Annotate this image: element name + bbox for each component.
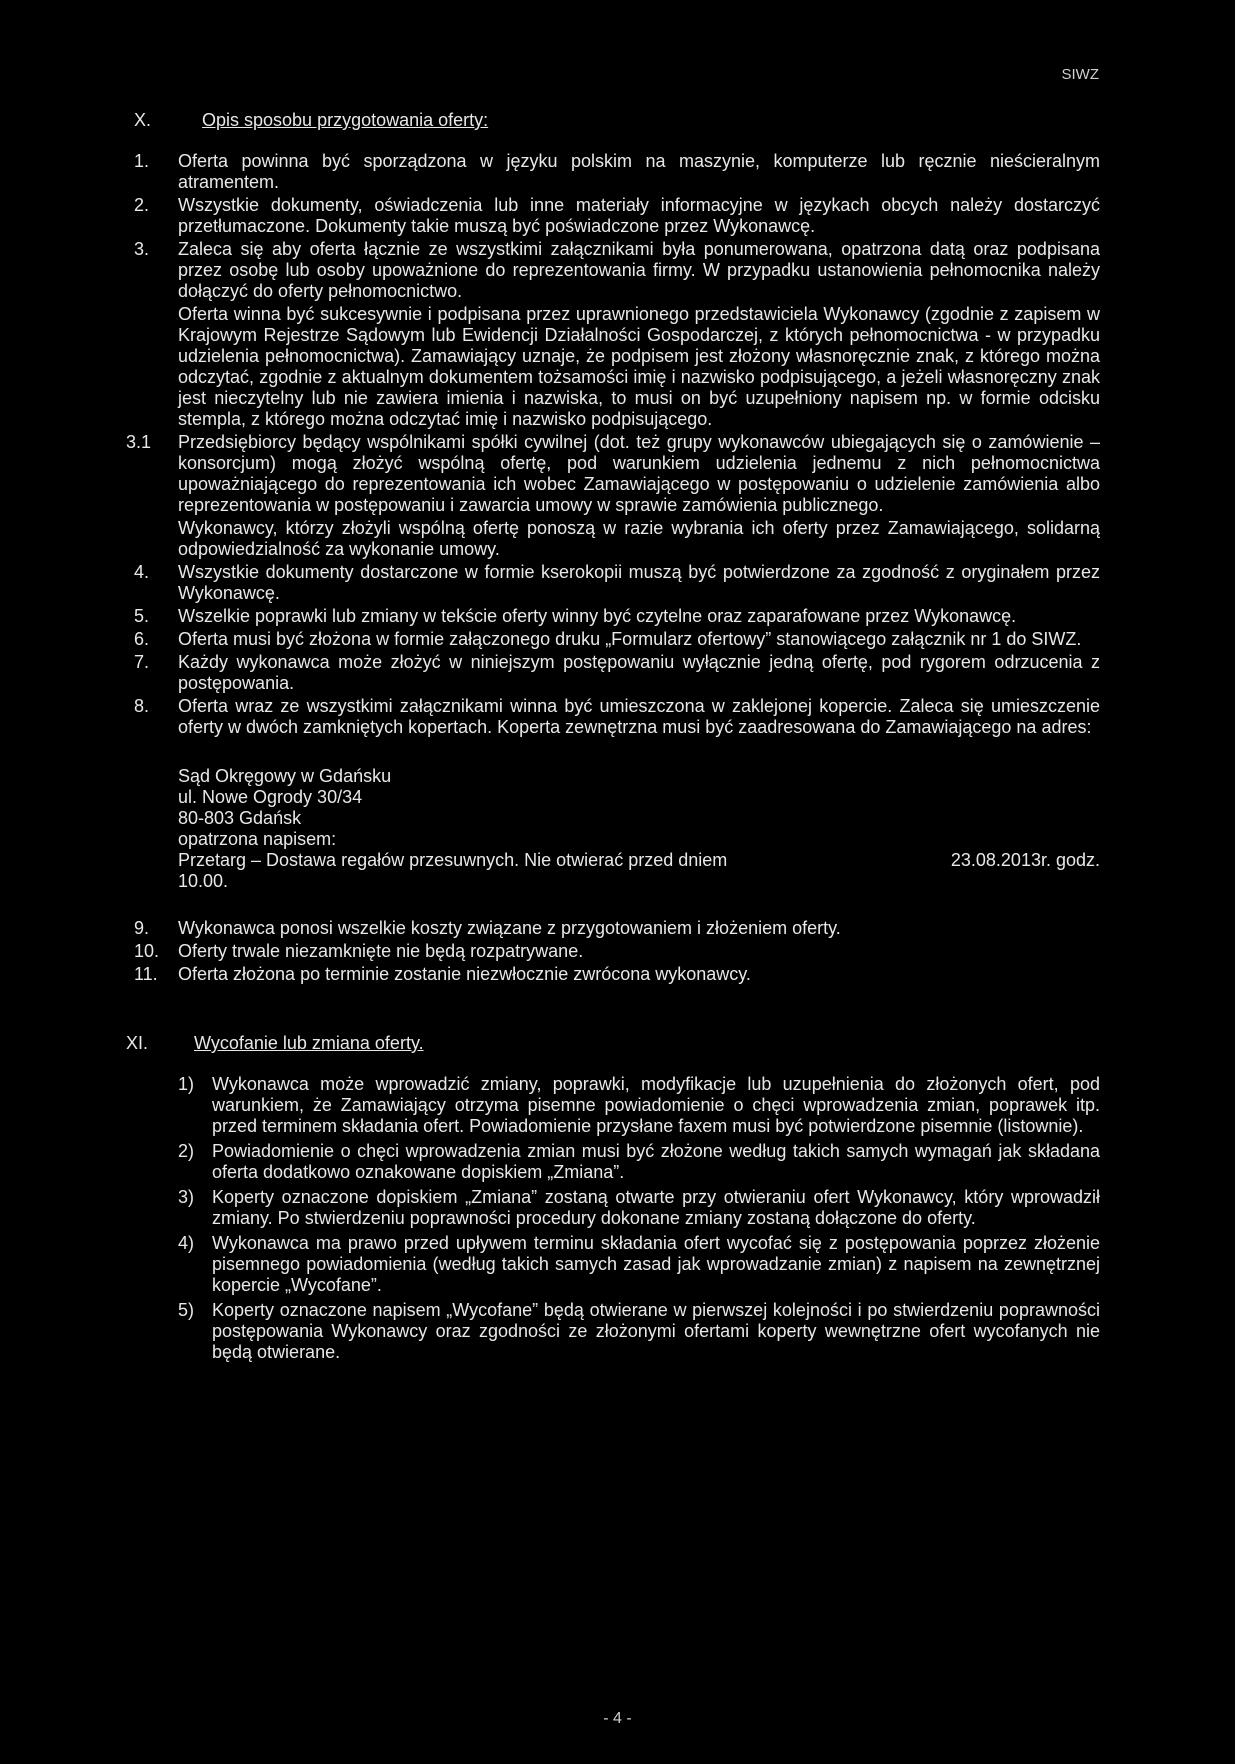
section-x: [126, 110, 1100, 985]
list-item: 7. Każdy wykonawca może złożyć w niniejszym postępowaniu wyłącznie jedną ofertę, pod rygorem odrzucenia z postępowania.: [134, 652, 1100, 693]
delivery-address: Sąd Okręgowy w Gdańsku ul. Nowe Ogrody 30/34 80-803 Gdańsk opatrzona napisem: Przetarg – Dostawa regałów przesuwnych. Nie otwierać przed dniem 23.08.2013r. godz. 10.00.: [178, 766, 1100, 891]
section-number: XI.: [126, 1033, 149, 1053]
list-item: 4. Wszystkie dokumenty dostarczone w formie kserokopii muszą być potwierdzone za zgodność z oryginałem przez Wykonawcę.: [134, 562, 1100, 603]
list-item: 6. Oferta musi być złożona w formie załączonego druku „Formularz ofertowy” stanowiącego załącznik nr 1 do SIWZ.: [134, 629, 1082, 649]
section-xi: [126, 1033, 1100, 1363]
header-siwz: SIWZ: [1061, 66, 1099, 83]
page-number: - 4 -: [603, 1710, 632, 1727]
list-item: 1. Oferta powinna być sporządzona w języku polskim na maszynie, komputerze lub ręcznie nieścieralnym atramentem.: [134, 151, 1100, 192]
envelope-label: Przetarg – Dostawa regałów przesuwnych. Nie otwierać przed dniem 23.08.2013r. godz.: [178, 850, 1100, 870]
list-item: 5. Wszelkie poprawki lub zmiany w tekście oferty winny być czytelne oraz zaparafowane przez Wykonawcę.: [134, 606, 1017, 626]
list-item: 8. Oferta wraz ze wszystkimi załącznikami winna być umieszczona w zaklejonej kopercie. Zaleca się umieszczenie oferty w dwóch zamkniętych kopertach. Koperta zewnętrzna musi być zaadresowana do Zamawiającego na adres:: [134, 696, 1100, 737]
list-item: 3.1 Przedsiębiorcy będący wspólnikami spółki cywilnej (dot. też grupy wykonawców ubiegających się o zamówienie – konsorcjum) mogą złożyć wspólną ofertę, pod warunkiem udzielenia jednemu z nich pełnomocnictwa upoważniającego do reprezentowania ich wobec Zamawiającego w postępowaniu o udzielenie zamówienia albo reprezentowania w postępowaniu i zawarcia umowy w sprawie zamówienia publicznego.: [126, 432, 1100, 515]
document-body: [126, 110, 1100, 1367]
list-item: 10. Oferty trwale niezamknięte nie będą rozpatrywane.: [134, 941, 584, 961]
list-item: 4) Wykonawca ma prawo przed upływem terminu składania ofert wycofać się z postępowania poprzez złożenie pisemnego powiadomienia (według takich samych zasad jak wprowadzanie zmian) z napisem na zewnętrznej kopercie „Wycofane”.: [178, 1233, 1100, 1295]
list-item: 1) Wykonawca może wprowadzić zmiany, poprawki, modyfikacje lub uzupełnienia do złożonych ofert, pod warunkiem, że Zamawiający otrzyma pisemne powiadomienie o chęci wprowadzenia zmian, poprawek itp. przed terminem składania ofert. Powiadomienie przysłane faxem musi być potwierdzone pisemnie (listownie).: [178, 1074, 1100, 1136]
list-item: 3. Zaleca się aby oferta łącznie ze wszystkimi załącznikami była ponumerowana, opatrzona datą oraz podpisana przez osobę lub osoby upoważnione do reprezentowania firmy. W przypadku ustanowienia pełnomocnika należy dołączyć do oferty pełnomocnictwo.: [134, 239, 1100, 301]
list-item: 3) Koperty oznaczone dopiskiem „Zmiana” zostaną otwarte przy otwieraniu ofert Wykonawcy, który wprowadził zmiany. Po stwierdzeniu poprawności procedury dokonane zmiany zostaną dołączone do oferty.: [178, 1187, 1100, 1228]
section-x-heading: [134, 110, 1100, 131]
list-item: 9. Wykonawca ponosi wszelkie koszty związane z przygotowaniem i złożeniem oferty.: [134, 918, 841, 938]
list-item: 5) Koperty oznaczone napisem „Wycofane” będą otwierane w pierwszej kolejności i po stwierdzeniu poprawności postępowania Wykonawcy oraz zgodności ze złożonymi ofertami koperty wewnętrzne ofert wycofanych nie będą otwierane.: [178, 1300, 1100, 1362]
paragraph-joint-offer: Wykonawcy, którzy złożyli wspólną ofertę ponoszą w razie wybrania ich oferty przez Zamawiającego, solidarną odpowiedzialność za wykonanie umowy.: [178, 518, 1100, 559]
section-title: Wycofanie lub zmiana oferty.: [194, 1033, 424, 1053]
section-title: Opis sposobu przygotowania oferty:: [202, 110, 489, 130]
paragraph-signature: Oferta winna być sukcesywnie i podpisana przez uprawnionego przedstawiciela Wykonawcy (zgodnie z zapisem w Krajowym Rejestrze Sądowym lub Ewidencji Działalności Gospodarczej, z których pełnomocnictwa - w przypadku udzielenia pełnomocnictwa). Zamawiający uznaje, że podpisem jest złożony własnoręcznie znak, z którego można odczytać, zgodnie z aktualnym dokumentem tożsamości imię i nazwisko podpisującego, a jeżeli własnoręczny znak jest nieczytelny lub nie zawiera imienia i nazwiska, to musi on być uzupełniony napisem np. w formie odcisku stempla, z którego można odczytać imię i nazwisko podpisującego.: [178, 304, 1100, 429]
list-item: 11. Oferta złożona po terminie zostanie niezwłocznie zwrócona wykonawcy.: [134, 964, 751, 984]
section-number: X.: [134, 110, 152, 130]
list-item: 2) Powiadomienie o chęci wprowadzenia zmian musi być złożone według takich samych wymagań jak składana oferta dodatkowo oznakowane dopiskiem „Zmiana”.: [178, 1141, 1100, 1182]
list-item: 2. Wszystkie dokumenty, oświadczenia lub inne materiały informacyjne w językach obcych należy dostarczyć przetłumaczone. Dokumenty takie muszą być poświadczone przez Wykonawcę.: [134, 195, 1100, 236]
section-xi-heading: [126, 1033, 1100, 1054]
